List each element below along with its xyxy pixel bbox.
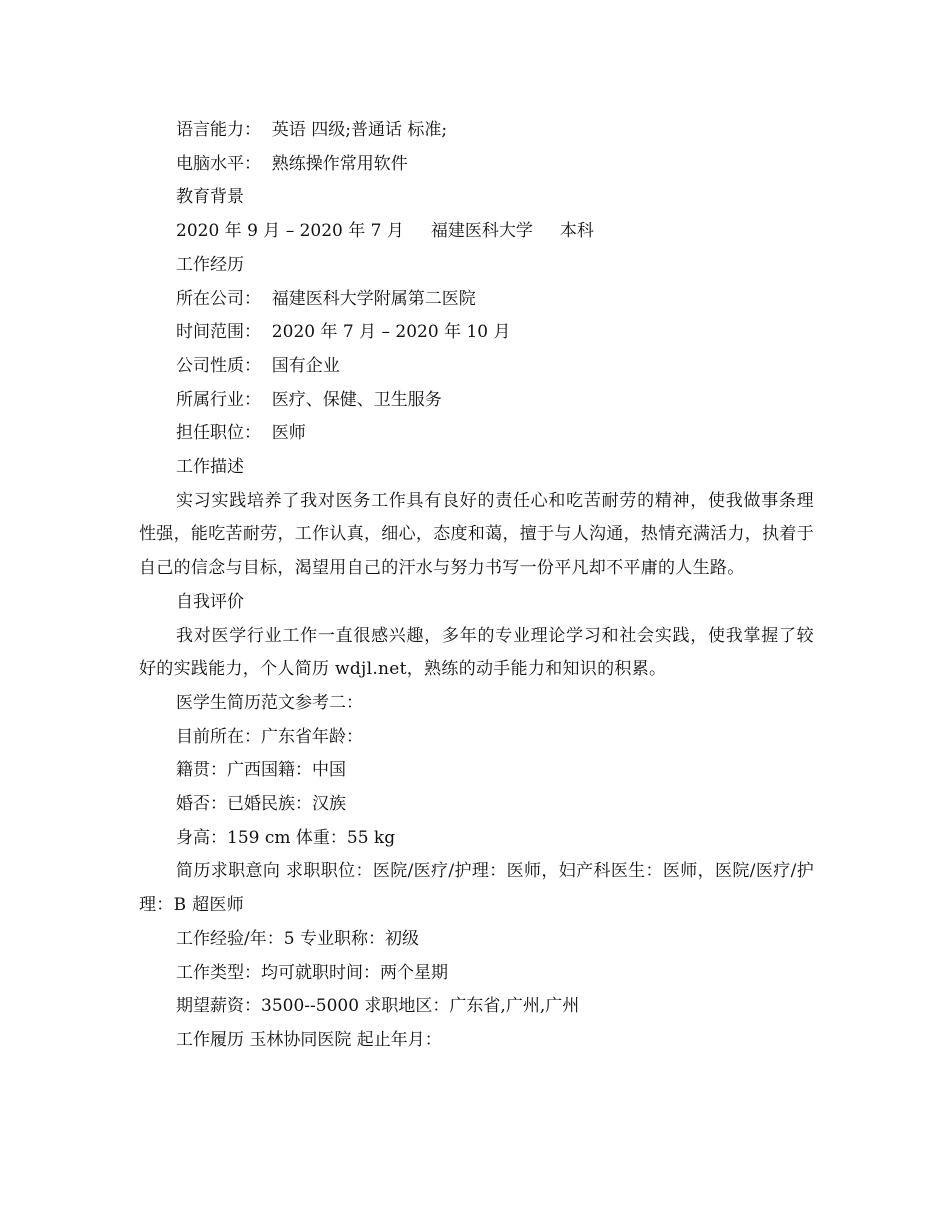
marital-ethnicity-line: 婚否：已婚民族：汉族	[176, 794, 346, 815]
work-experience-heading: 工作经历	[176, 254, 244, 275]
document-body	[139, 114, 814, 1058]
language-ability-line: 语言能力： 英语 四级;普通话 标准;	[176, 120, 448, 140]
job-intent-paragraph: 简历求职意向 求职职位：医院/医疗/护理：医师，妇产科医生：医师，医院/医疗/护理：B 超医师	[139, 861, 814, 916]
work-description-heading: 工作描述	[176, 457, 244, 478]
salary-region-line: 期望薪资：3500--5000 求职地区：广东省,广州,广州	[176, 996, 580, 1017]
work-history-line: 工作履历 玉林协同医院 起止年月：	[176, 1029, 442, 1050]
self-evaluation-heading: 自我评价	[176, 591, 244, 612]
origin-nationality-line: 籍贯：广西国籍：中国	[176, 760, 346, 781]
computer-skill-line: 电脑水平： 熟练操作常用软件	[176, 153, 408, 174]
experience-title-line: 工作经验/年：5 专业职称：初级	[176, 928, 419, 949]
location-age-line: 目前所在：广东省年龄：	[176, 726, 363, 747]
education-heading: 教育背景	[176, 187, 244, 208]
time-range-line: 时间范围： 2020 年 7 月 – 2020 年 10 月	[176, 322, 511, 343]
company-type-line: 公司性质： 国有企业	[176, 355, 340, 376]
company-line: 所在公司： 福建医科大学附属第二医院	[176, 288, 476, 309]
height-weight-line: 身高：159 cm 体重：55 kg	[176, 827, 396, 848]
self-evaluation-paragraph: 我对医学行业工作一直很感兴趣，多年的专业理论学习和社会实践，使我掌握了较好的实践能力，个人简历 wdjl.net，熟练的动手能力和知识的积累。	[139, 625, 814, 680]
work-description-paragraph: 实习实践培养了我对医务工作具有良好的责任心和吃苦耐劳的精神，使我做事条理性强，能吃苦耐劳，工作认真，细心，态度和蔼，擅于与人沟通，热情充满活力，执着于自己的信念与目标，渴望用自己的汗水与努力书写一份平凡却不平庸的人生路。	[139, 490, 814, 579]
sample-two-heading: 医学生简历范文参考二：	[176, 692, 363, 713]
industry-line: 所属行业： 医疗、保健、卫生服务	[176, 389, 442, 410]
position-line: 担任职位： 医师	[176, 423, 306, 444]
education-row: 2020 年 9 月 – 2020 年 7 月 福建医科大学 本科	[176, 221, 594, 242]
job-type-line: 工作类型：均可就职时间：两个星期	[176, 962, 448, 983]
